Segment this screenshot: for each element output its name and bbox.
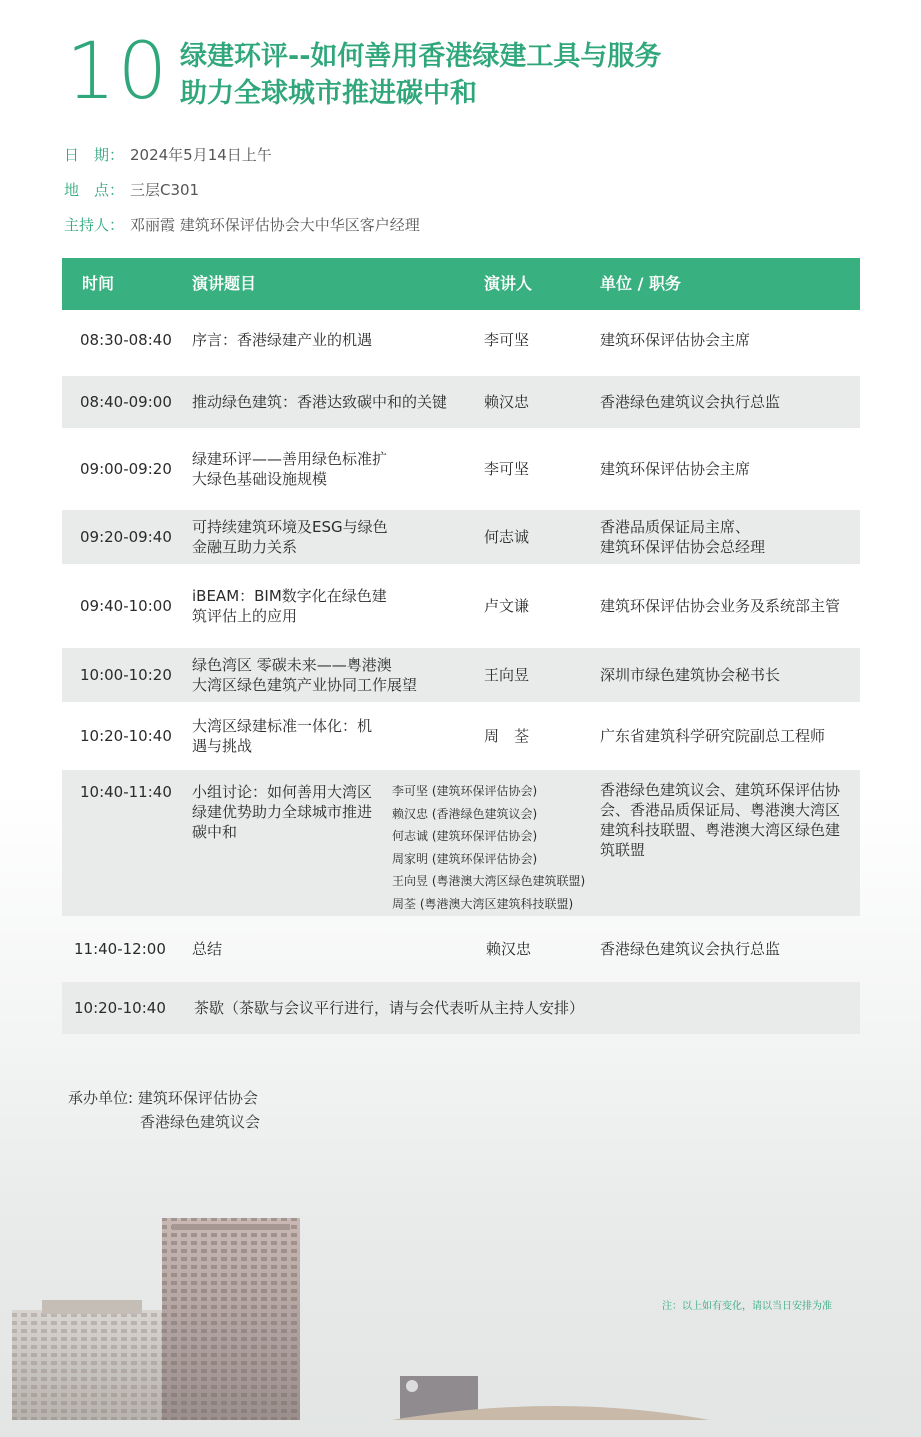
- meta-host: [64, 214, 420, 236]
- row-time: 10:20-10:40: [62, 982, 186, 1034]
- row-unit: 建筑环保评估协会主席: [600, 331, 751, 349]
- city-skyline-image: [0, 1200, 921, 1437]
- row-topic-line: 小组讨论：如何善用大湾区: [192, 783, 373, 801]
- schedule-table: [62, 258, 860, 1034]
- row-speaker: 赖汉忠: [486, 940, 532, 958]
- location-label: 地 点：: [64, 181, 125, 199]
- row-time: 08:40-09:00: [62, 376, 186, 428]
- header-unit: 单位 / 职务: [598, 258, 860, 310]
- row-topic-line: 绿建环评——善用绿色标准扩: [192, 450, 388, 468]
- host-value: 邓丽霞 建筑环保评估协会大中华区客户经理: [130, 216, 420, 234]
- table-row: [62, 428, 860, 510]
- table-row: [62, 376, 860, 428]
- row-speaker: 何志诚: [480, 510, 598, 564]
- row-topic-line: 碳中和: [192, 823, 238, 841]
- row-unit: 建筑环保评估协会主席: [600, 460, 751, 478]
- table-row: [62, 564, 860, 648]
- row-topic: 茶歇（茶歇与会议平行进行，请与会代表听从主持人安排）: [186, 982, 860, 1034]
- row-speaker: 王向昱: [480, 648, 598, 702]
- meta-date: [64, 144, 272, 166]
- row-speaker: 周 荃: [484, 727, 530, 745]
- panelist: 周家明 (建筑环保评估协会): [392, 851, 538, 866]
- row-topic-line: 遇与挑战: [192, 737, 253, 755]
- row-topic: [186, 648, 480, 702]
- row-unit-line: 香港品质保证局主席、: [600, 518, 751, 536]
- header-speaker: 演讲人: [480, 258, 598, 310]
- organizer-1: 建筑环保评估协会: [137, 1089, 258, 1107]
- row-unit-line: 建筑科技联盟、粤港澳大湾区绿色建: [600, 821, 841, 839]
- row-topic: 总结: [192, 940, 223, 958]
- row-time: 10:40-11:40: [62, 770, 186, 916]
- row-topic: [186, 564, 480, 648]
- row-unit-line: 筑联盟: [600, 841, 646, 859]
- row-topic-line: iBEAM：BIM数字化在绿色建: [192, 587, 387, 605]
- table-row: [62, 510, 860, 564]
- table-header-row: [62, 258, 860, 310]
- row-topic-line: 大湾区绿建标准一体化：机: [192, 717, 373, 735]
- panelist: 周荃 (粤港澳大湾区建筑科技联盟): [392, 896, 574, 911]
- row-unit: 广东省建筑科学研究院副总工程师: [600, 727, 826, 745]
- row-topic-line: 绿色湾区 零碳未来——粤港澳: [192, 656, 392, 674]
- row-time: 09:00-09:20: [80, 460, 172, 478]
- table-row: [62, 648, 860, 702]
- row-time: 10:00-10:20: [62, 648, 186, 702]
- session-title-line2: 助力全球城市推进碳中和: [180, 78, 477, 109]
- row-time: 10:20-10:40: [80, 727, 172, 745]
- organizer-block: [68, 1086, 260, 1134]
- panelist-list: [392, 770, 598, 916]
- row-unit-line: 会、香港品质保证局、粤港澳大湾区: [600, 801, 841, 819]
- row-unit: 香港绿色建筑议会执行总监: [598, 376, 860, 428]
- panelist: 赖汉忠 (香港绿色建筑议会): [392, 806, 538, 821]
- row-topic: 序言：香港绿建产业的机遇: [192, 331, 373, 349]
- session-number: 10: [66, 27, 170, 117]
- table-row-panel: [62, 770, 860, 916]
- row-time: 08:30-08:40: [80, 331, 172, 349]
- change-note: 注：以上如有变化，请以当日安排为准: [662, 1301, 832, 1312]
- row-topic-line: 金融互助力关系: [192, 538, 298, 556]
- table-row: [62, 982, 860, 1034]
- meta-location: [64, 179, 199, 201]
- organizer-2: 香港绿色建筑议会: [140, 1113, 261, 1131]
- row-topic: [186, 510, 480, 564]
- row-topic-line: 筑评估上的应用: [192, 607, 298, 625]
- table-row: [62, 916, 860, 982]
- row-topic: [186, 428, 480, 510]
- row-topic: 推动绿色建筑：香港达致碳中和的关键: [186, 376, 480, 428]
- header-time: 时间: [62, 258, 186, 310]
- row-unit-line: 建筑环保评估协会总经理: [600, 538, 766, 556]
- panelist: 王向昱 (粤港澳大湾区绿色建筑联盟): [392, 874, 586, 888]
- row-topic-line: 大湾区绿色建筑产业协同工作展望: [192, 676, 418, 694]
- row-speaker: 卢文谦: [484, 597, 530, 615]
- row-topic: [186, 702, 480, 770]
- row-speaker: 赖汉忠: [480, 376, 598, 428]
- row-topic-line: 可持续建筑环境及ESG与绿色: [192, 518, 388, 536]
- row-unit-line: 香港绿色建筑议会、建筑环保评估协: [600, 781, 841, 799]
- row-speaker: 李可坚: [484, 331, 530, 349]
- row-speaker: 李可坚: [484, 460, 530, 478]
- panelist: 李可坚 (建筑环保评估协会): [392, 784, 538, 798]
- row-topic-line: 绿建优势助力全球城市推进: [192, 803, 373, 821]
- organizer-label: 承办单位:: [68, 1089, 138, 1107]
- row-time: 09:40-10:00: [80, 597, 172, 615]
- host-label: 主持人：: [64, 216, 125, 234]
- table-row: [62, 702, 860, 770]
- row-unit: [598, 770, 860, 916]
- row-unit: 深圳市绿色建筑协会秘书长: [598, 648, 860, 702]
- row-topic-line: 大绿色基础设施规模: [192, 470, 328, 488]
- row-unit: [598, 510, 860, 564]
- session-title: [180, 38, 840, 112]
- row-time: 11:40-12:00: [74, 940, 166, 958]
- header-topic: 演讲题目: [186, 258, 480, 310]
- date-label: 日 期：: [64, 146, 125, 164]
- table-row: [62, 310, 860, 370]
- row-unit: 香港绿色建筑议会执行总监: [600, 940, 781, 958]
- date-value: 2024年5月14日上午: [130, 146, 272, 164]
- location-value: 三层C301: [130, 181, 200, 199]
- row-time: 09:20-09:40: [62, 510, 186, 564]
- session-title-line1: 绿建环评--如何善用香港绿建工具与服务: [180, 41, 662, 72]
- panelist: 何志诚 (建筑环保评估协会): [392, 829, 538, 843]
- row-unit: 建筑环保评估协会业务及系统部主管: [600, 597, 841, 615]
